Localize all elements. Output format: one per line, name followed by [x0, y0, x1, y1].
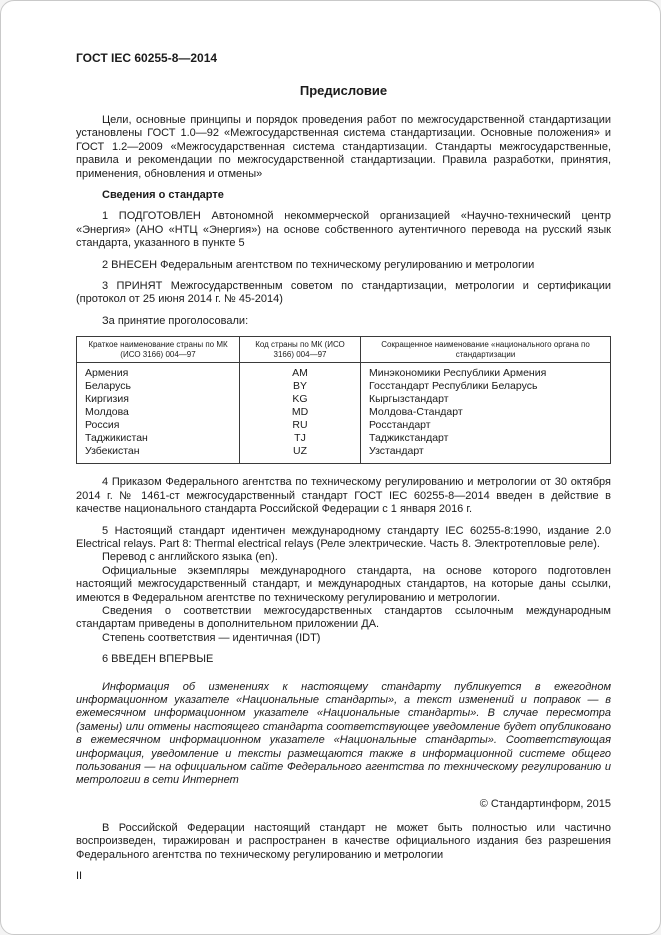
- org-cell: Узстандарт: [361, 445, 611, 464]
- item-identical: 5 Настоящий стандарт идентичен международному стандарту IEC 60255-8:1990, издание 2.0 Electrical relays. Part 8: Thermal electrical relays (Реле электрические. Часть 8. Электротепловые реле).: [76, 524, 611, 550]
- correspondence-note: Сведения о соответствии межгосударственных стандартов ссылочным международным стандартам приведены в дополнительном приложении ДА.: [76, 604, 611, 631]
- vote-table: [76, 336, 611, 464]
- org-cell: Госстандарт Республики Беларусь: [361, 380, 611, 393]
- identical-standard-group: [76, 525, 611, 646]
- code-cell: KG: [240, 393, 361, 406]
- org-cell: Таджикстандарт: [361, 432, 611, 445]
- vote-table-header-row: [77, 337, 611, 363]
- org-cell: Росстандарт: [361, 419, 611, 432]
- item-submitted: 2 ВНЕСЕН Федеральным агентством по техническому регулированию и метрологии: [102, 258, 535, 271]
- item-adopted: 3 ПРИНЯТ Межгосударственным советом по стандартизации, метрологии и сертификации (протокол от 25 июня 2014 г. № 45-2014): [76, 280, 611, 306]
- table-row: [77, 380, 611, 393]
- changes-notice: Информация об изменениях к настоящему стандарту публикуется в ежегодном информационном указателе «Национальные стандарты», а текст изменений и поправок — в ежемесячном информационном указателе «Национальные стандарты». В случае пересмотра (замены) или отмены настоящего стандарта соответствующее уведомление будет опубликовано в ежемесячном информационном указателе «Национальные стандарты». Соответствующая информация, уведомление и тексты размещаются также в информационной системе общего пользования — на официальном сайте Федерального агентства по техническому регулированию и метрологии в сети Интернет: [76, 680, 611, 787]
- table-row: [77, 363, 611, 381]
- item-order: 4 Приказом Федерального агентства по техническому регулированию и метрологии от 30 октября 2014 г. № 1461-ст межгосударственный стандарт ГОСТ IEC 60255-8—2014 введен в действие в качестве национального стандарта Российской Федерации с 1 января 2016 г.: [76, 476, 611, 516]
- reproduction-restriction: В Российской Федерации настоящий стандарт не может быть полностью или частично воспроизведен, тиражирован и распространен в качестве официального издания без разрешения Федерального агентства по техническому регулированию и метрологии: [76, 821, 611, 861]
- vote-table-header-code: Код страны по МК (ИСО 3166) 004—97: [240, 337, 361, 363]
- code-cell: MD: [240, 406, 361, 419]
- compliance-degree: Степень соответствия — идентичная (IDT): [102, 631, 321, 644]
- org-cell: Молдова-Стандарт: [361, 406, 611, 419]
- code-cell: AM: [240, 363, 361, 381]
- country-cell: Таджикистан: [77, 432, 240, 445]
- code-cell: TJ: [240, 432, 361, 445]
- vote-table-body: [77, 363, 611, 464]
- page-number: II: [76, 870, 83, 883]
- item-prepared: 1 ПОДГОТОВЛЕН Автономной некоммерческой организацией «Научно-технический центр «Энергия» (АНО «НТЦ «Энергия») на основе собственного аутентичного перевода на русский язык стандарта, указанного в пункте 5: [76, 210, 611, 250]
- table-row: [77, 393, 611, 406]
- vote-intro: За принятие проголосовали:: [102, 314, 249, 327]
- country-cell: Молдова: [77, 406, 240, 419]
- copyright-line: © Стандартинформ, 2015: [479, 797, 611, 810]
- foreword-intro-paragraph: Цели, основные принципы и порядок проведения работ по межгосударственной стандартизации установлены ГОСТ 1.0—92 «Межгосударственная система стандартизации. Основные положения» и ГОСТ 1.2—2009 «Межгосударственная система стандартизации. Стандарты межгосударственные, правила и рекомендации по межгосударственной стандартизации. Правила разработки, принятия, применения, обновления и отмены»: [76, 114, 611, 180]
- code-cell: UZ: [240, 445, 361, 464]
- country-cell: Беларусь: [77, 380, 240, 393]
- country-cell: Армения: [77, 363, 240, 381]
- table-row: [77, 419, 611, 432]
- code-cell: BY: [240, 380, 361, 393]
- country-cell: Киргизия: [77, 393, 240, 406]
- org-cell: Кыргызстандарт: [361, 393, 611, 406]
- vote-table-header-country: Краткое наименование страны по МК (ИСО 3166) 004—97: [77, 337, 240, 363]
- translation-note: Перевод с английского языка (en).: [102, 551, 278, 564]
- code-cell: RU: [240, 419, 361, 432]
- official-copies-note: Официальные экземпляры международного стандарта, на основе которого подготовлен настоящий межгосударственный стандарт, и международных стандартов, на которые даны ссылки, имеются в Федеральном агентстве по техническому регулированию и метрологии.: [76, 564, 611, 604]
- standard-info-heading: Сведения о стандарте: [102, 189, 224, 202]
- table-row: [77, 406, 611, 419]
- vote-table-head: [77, 337, 611, 363]
- table-row: [77, 432, 611, 445]
- country-cell: Россия: [77, 419, 240, 432]
- vote-table-header-org: Сокращенное наименование «национального органа по стандартизации: [361, 337, 611, 363]
- org-cell: Минэкономики Республики Армения: [361, 363, 611, 381]
- item-introduced: 6 ВВЕДЕН ВПЕРВЫЕ: [102, 653, 214, 666]
- document-header: ГОСТ IEC 60255-8—2014: [76, 51, 218, 65]
- table-row: [77, 445, 611, 464]
- page-title: Предисловие: [299, 83, 388, 98]
- country-cell: Узбекистан: [77, 445, 240, 464]
